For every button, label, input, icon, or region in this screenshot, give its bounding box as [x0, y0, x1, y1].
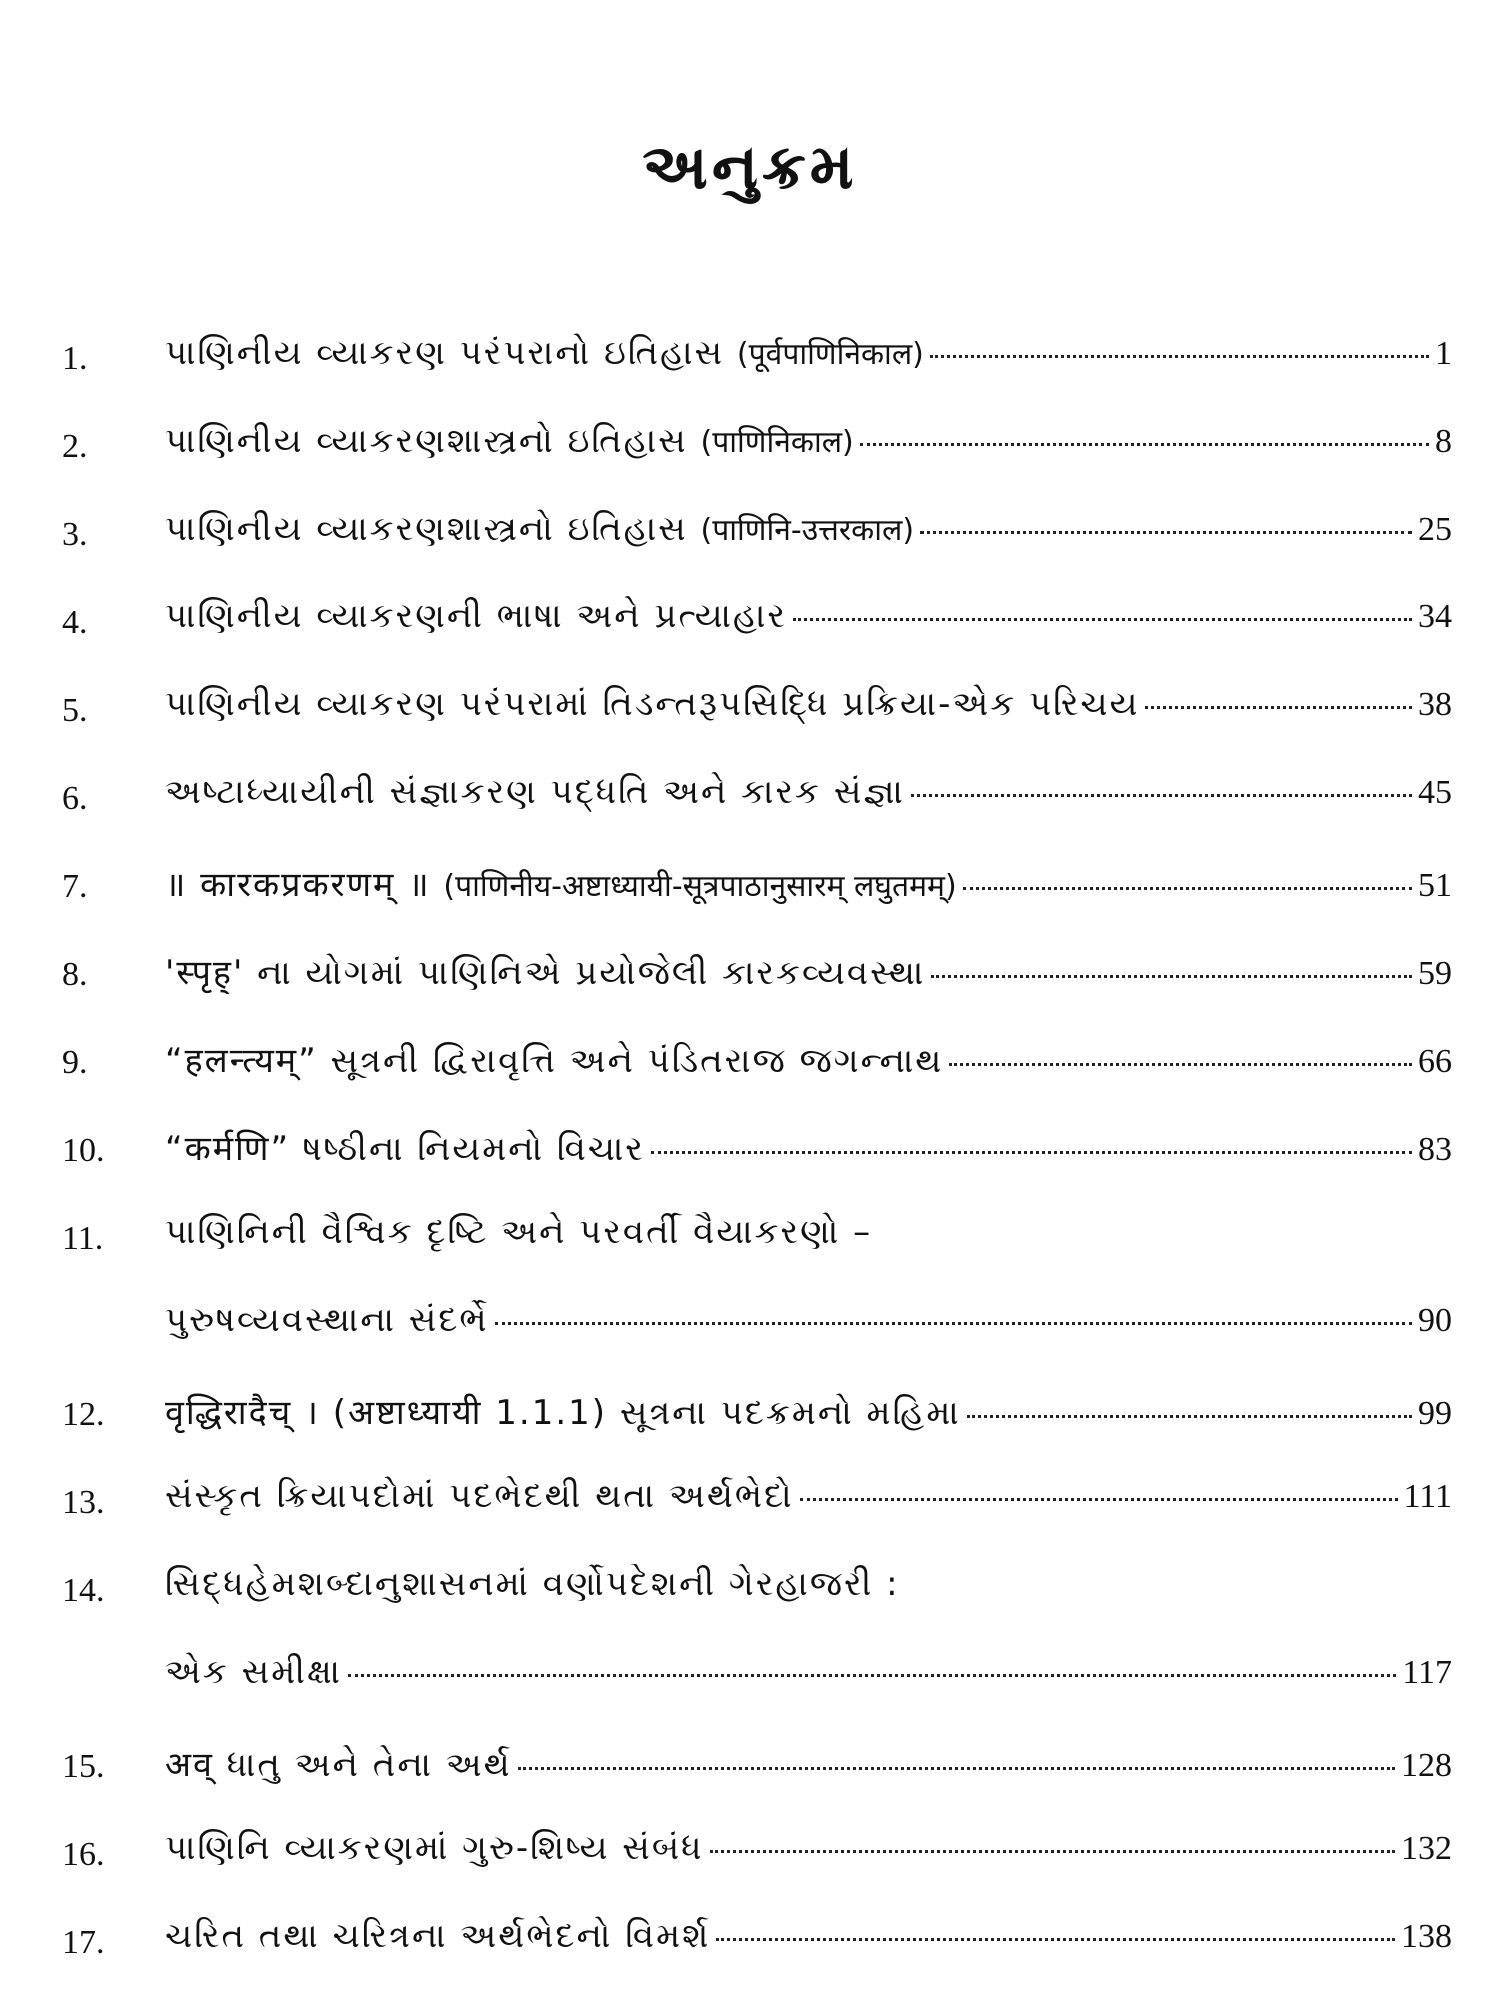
- dot-leader: [651, 1151, 1412, 1154]
- entry-title-text: સંસ્કૃત ક્રિયાપદોમાં પદભેદથી થતા અર્થભેદો: [165, 1476, 794, 1516]
- entry-title: [165, 1388, 961, 1434]
- entry-page-number: 111: [1403, 1478, 1452, 1515]
- dot-leader: [911, 794, 1412, 797]
- entry-title: [165, 1036, 943, 1082]
- entry-number: 17.: [62, 1924, 105, 1961]
- entry-title-text: “हलन्त्यम्” સૂત્રની દ્વિરાવૃત્તિ અને પંડિતરાજ જગન્નાથ: [165, 1041, 944, 1081]
- entry-number: 3.: [62, 516, 88, 553]
- entry-title-text: અષ્ટાધ્યાયીની સંજ્ઞાકરણ પદ્ધતિ અને કારક સંજ્ઞા: [165, 772, 905, 812]
- toc-entry: [0, 1190, 1500, 1278]
- toc-entry: [0, 1102, 1500, 1190]
- entry-title: [165, 1564, 900, 1604]
- entry-title-text: પાણિનિ વ્યાકરણમાં ગુરુ-શિષ્ય સંબંધ: [165, 1828, 704, 1868]
- dot-leader: [920, 531, 1412, 534]
- entry-number: 12.: [62, 1396, 105, 1433]
- entry-title-text: अव् ધાતુ અને તેના અર્થ: [165, 1745, 512, 1785]
- entry-line: [165, 1652, 1452, 1692]
- entry-page-number: 117: [1402, 1654, 1452, 1691]
- entry-title-text: “कर्मणि” ષષ્ઠીના નિયમનો વિચાર: [165, 1129, 645, 1169]
- toc-entry: [0, 1278, 1500, 1366]
- toc-entry: [0, 1454, 1500, 1542]
- entry-number: 10.: [62, 1132, 105, 1169]
- entry-page-number: 8: [1435, 423, 1452, 460]
- entry-line: [165, 1036, 1452, 1082]
- entry-title: [165, 772, 905, 812]
- dot-leader: [495, 1322, 1412, 1325]
- entry-number: 14.: [62, 1572, 105, 1609]
- toc-entry: [0, 398, 1500, 486]
- entry-subtitle: (पाणिनि-उत्तरकाल): [700, 513, 915, 548]
- entry-page-number: 128: [1401, 1747, 1452, 1784]
- entry-line: [165, 860, 1452, 906]
- dot-leader: [1145, 706, 1412, 709]
- entry-line: [165, 596, 1452, 636]
- toc-entry: [0, 574, 1500, 662]
- entry-title: [165, 332, 924, 373]
- entry-title: [165, 420, 854, 461]
- entry-title: [165, 948, 925, 994]
- entry-number: 11.: [62, 1220, 104, 1257]
- entry-line: [165, 684, 1452, 724]
- entry-page-number: 90: [1418, 1302, 1452, 1339]
- entry-subtitle: (पूर्वपाणिनिकाल): [736, 337, 924, 372]
- entry-line: [165, 772, 1452, 812]
- entry-title-text: સિદ્ધહેમશબ્દાનુશાસનમાં વર્ણોપદેશની ગેરહાજરી :: [165, 1564, 900, 1604]
- table-of-contents: [0, 310, 1500, 1982]
- entry-page-number: 138: [1401, 1918, 1452, 1955]
- entry-title: [165, 596, 787, 636]
- entry-line: [165, 1828, 1452, 1868]
- toc-entry: [0, 750, 1500, 838]
- entry-title-text: પાણિનીય વ્યાકરણશાસ્ત્રનો ઇતિહાસ: [165, 421, 688, 461]
- toc-entry: [0, 838, 1500, 926]
- entry-title-text: ॥ कारकप्रकरणम् ॥: [165, 865, 431, 905]
- entry-number: 15.: [62, 1748, 105, 1785]
- entry-page-number: 1: [1435, 335, 1452, 372]
- dot-leader: [793, 618, 1412, 621]
- entry-page-number: 25: [1418, 511, 1452, 548]
- entry-number: 9.: [62, 1044, 88, 1081]
- dot-leader: [716, 1938, 1395, 1941]
- page-title: અનુક્રમ: [642, 130, 858, 203]
- toc-entry: [0, 662, 1500, 750]
- entry-number: 7.: [62, 868, 88, 905]
- entry-number: 16.: [62, 1836, 105, 1873]
- dot-leader: [710, 1850, 1395, 1853]
- entry-title-text: પુરુષવ્યવસ્થાના સંદર્ભે: [165, 1300, 489, 1340]
- entry-line: [165, 508, 1452, 549]
- entry-title: [165, 860, 957, 906]
- entry-title-text: ચરિત તથા ચરિત્રના અર્થભેદનો વિમર્શ: [165, 1916, 711, 1956]
- toc-entry: [0, 1894, 1500, 1982]
- entry-page-number: 99: [1418, 1395, 1452, 1432]
- toc-entry: [0, 926, 1500, 1014]
- entry-page-number: 34: [1418, 598, 1452, 635]
- entry-line: [165, 1212, 1452, 1252]
- toc-entry: [0, 310, 1500, 398]
- toc-entry: [0, 1542, 1500, 1630]
- entry-title-text: પાણિનીય વ્યાકરણ પરંપરામાં તિડન્તરૂપસિદ્ધિ પ્રક્રિયા-એક પરિચય: [165, 684, 1140, 724]
- entry-page-number: 66: [1418, 1043, 1452, 1080]
- entry-line: [165, 1388, 1452, 1434]
- entry-page-number: 83: [1418, 1131, 1452, 1168]
- entry-number: 13.: [62, 1484, 105, 1521]
- entry-line: [165, 948, 1452, 994]
- dot-leader: [930, 355, 1429, 358]
- entry-title: [165, 1916, 710, 1956]
- dot-leader: [348, 1674, 1396, 1677]
- entry-number: 6.: [62, 780, 88, 817]
- entry-title: [165, 1300, 489, 1340]
- entry-title-text: પાણિનિની વૈશ્વિક દૃષ્ટિ અને પરવર્તી વૈયાકરણો –: [165, 1212, 873, 1252]
- entry-page-number: 38: [1418, 686, 1452, 723]
- entry-number: 4.: [62, 604, 88, 641]
- entry-title: [165, 1476, 794, 1516]
- entry-subtitle: (पाणिनीय-अष्टाध्यायी-सूत्रपाठानुसारम् लघुतमम्): [443, 869, 957, 904]
- entry-page-number: 59: [1418, 955, 1452, 992]
- dot-leader: [931, 975, 1412, 978]
- entry-title: [165, 684, 1139, 724]
- dot-leader: [963, 887, 1412, 890]
- entry-title-text: वृद्धिरादैच् । (अष्टाध्यायी 1.1.1) સૂત્રના પદક્રમનો મહિમા: [165, 1393, 961, 1433]
- entry-subtitle: (पाणिनिकाल): [700, 425, 854, 460]
- entry-page-number: 51: [1418, 867, 1452, 904]
- entry-title: [165, 1828, 704, 1868]
- entry-page-number: 132: [1401, 1830, 1452, 1867]
- entry-line: [165, 1300, 1452, 1340]
- dot-leader: [518, 1767, 1395, 1770]
- entry-title: [165, 508, 914, 549]
- entry-line: [165, 332, 1452, 373]
- entry-number: 5.: [62, 692, 88, 729]
- entry-title-text: પાણિનીય વ્યાકરણની ભાષા અને પ્રત્યાહાર: [165, 596, 787, 636]
- dot-leader: [860, 443, 1429, 446]
- entry-line: [165, 1564, 1452, 1604]
- entry-line: [165, 1124, 1452, 1170]
- entry-title-text: પાણિનીય વ્યાકરણશાસ્ત્રનો ઇતિહાસ: [165, 509, 688, 549]
- entry-line: [165, 420, 1452, 461]
- entry-title: [165, 1652, 342, 1692]
- dot-leader: [949, 1063, 1412, 1066]
- entry-title-text: પાણિનીય વ્યાકરણ પરંપરાનો ઇતિહાસ: [165, 333, 725, 373]
- entry-line: [165, 1740, 1452, 1786]
- entry-line: [165, 1916, 1452, 1956]
- entry-title: [165, 1212, 872, 1252]
- entry-number: 2.: [62, 428, 88, 465]
- toc-entry: [0, 1014, 1500, 1102]
- toc-entry: [0, 486, 1500, 574]
- entry-line: [165, 1476, 1452, 1516]
- toc-entry: [0, 1366, 1500, 1454]
- toc-entry: [0, 1806, 1500, 1894]
- entry-number: 1.: [62, 340, 88, 377]
- entry-number: 8.: [62, 956, 88, 993]
- entry-title-text: 'स्पृह्' ના યોગમાં પાણિનિએ પ્રયોજેલી કારકવ્યવસ્થા: [165, 953, 926, 993]
- entry-title-text: એક સમીક્ષા: [165, 1652, 342, 1692]
- entry-title: [165, 1124, 645, 1170]
- toc-entry: [0, 1630, 1500, 1718]
- dot-leader: [967, 1415, 1412, 1418]
- dot-leader: [800, 1498, 1398, 1501]
- entry-page-number: 45: [1418, 774, 1452, 811]
- entry-title: [165, 1740, 512, 1786]
- toc-entry: [0, 1718, 1500, 1806]
